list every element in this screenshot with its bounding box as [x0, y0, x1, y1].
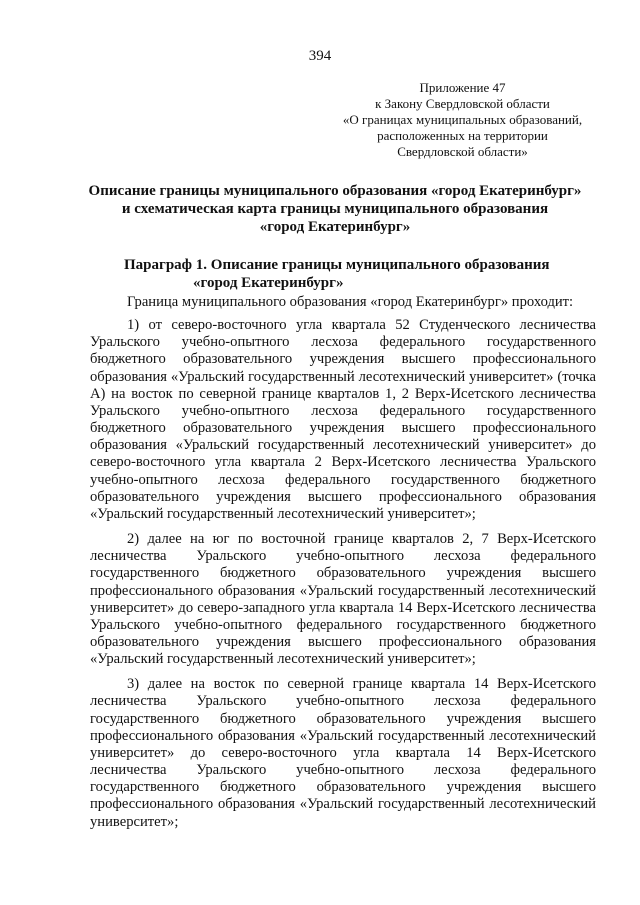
page-number: 394: [308, 48, 332, 64]
appendix-line: к Закону Свердловской области: [375, 96, 550, 111]
heading-line: и схематическая карта границы муниципального образования: [121, 201, 549, 217]
paragraph-item: 3) далее на восток по северной границе квартала 14 Верх-Исетского лесничества Уральского учебно-опытного лесхоза федерального государственного бюджетного образовательного учреждения высшего профессионального образования «Уральский государственный лесотехнический университет» до северо-восточного угла квартала 14 Верх-Исетского лесничества Уральского учебно-опытного лесхоза федерального государственного бюджетного образовательного учреждения высшего профессионального образования «Уральский государственный лесотехнический университет»;: [90, 676, 596, 830]
paragraph-item: 1) от северо-восточного угла квартала 52 Студенческого лесничества Уральского учебно-опытного лесхоза федерального государственного бюджетного образовательного учреждения высшего профессионального образования «Уральский государственный лесотехнический университет» (точка А) на восток по северной границе кварталов 1, 2 Верх-Исетского лесничества Уральского учебно-опытного лесхоза федерального государственного бюджетного образовательного учреждения высшего профессионального образования «Уральский государственный лесотехнический университет» до северо-восточного угла квартала 2 Верх-Исетского лесничества Уральского учебно-опытного лесхоза федерального государственного бюджетного образовательного учреждения высшего профессионального образования «Уральский государственный лесотехнический университет»;: [90, 317, 596, 522]
appendix-line: Свердловской области»: [397, 144, 528, 159]
heading-line: «город Екатеринбург»: [259, 219, 411, 235]
appendix-line: Приложение 47: [419, 80, 506, 95]
paragraph-intro: Граница муниципального образования «город Екатеринбург» проходит:: [127, 294, 574, 310]
appendix-line: расположенных на территории: [377, 128, 548, 143]
heading-line: Описание границы муниципального образования «город Екатеринбург»: [88, 183, 582, 199]
section-title-line: Параграф 1. Описание границы муниципального образования: [124, 257, 550, 273]
document-body: [90, 294, 596, 839]
document-heading: [70, 182, 600, 236]
appendix-line: «О границах муниципальных образований,: [342, 112, 583, 127]
appendix-block: [330, 80, 595, 160]
paragraph-item: 2) далее на юг по восточной границе кварталов 2, 7 Верх-Исетского лесничества Уральского учебно-опытного лесхоза федерального государственного бюджетного образовательного учреждения высшего профессионального образования «Уральский государственный лесотехнический университет» до северо-западного угла квартала 14 Верх-Исетского лесничества Уральского учебно-опытного федерального государственного бюджетного образовательного учреждения высшего профессионального образования «Уральский государственный лесотехнический университет»;: [90, 531, 596, 668]
section-title: [124, 256, 594, 292]
section-title-line: «город Екатеринбург»: [193, 275, 344, 291]
